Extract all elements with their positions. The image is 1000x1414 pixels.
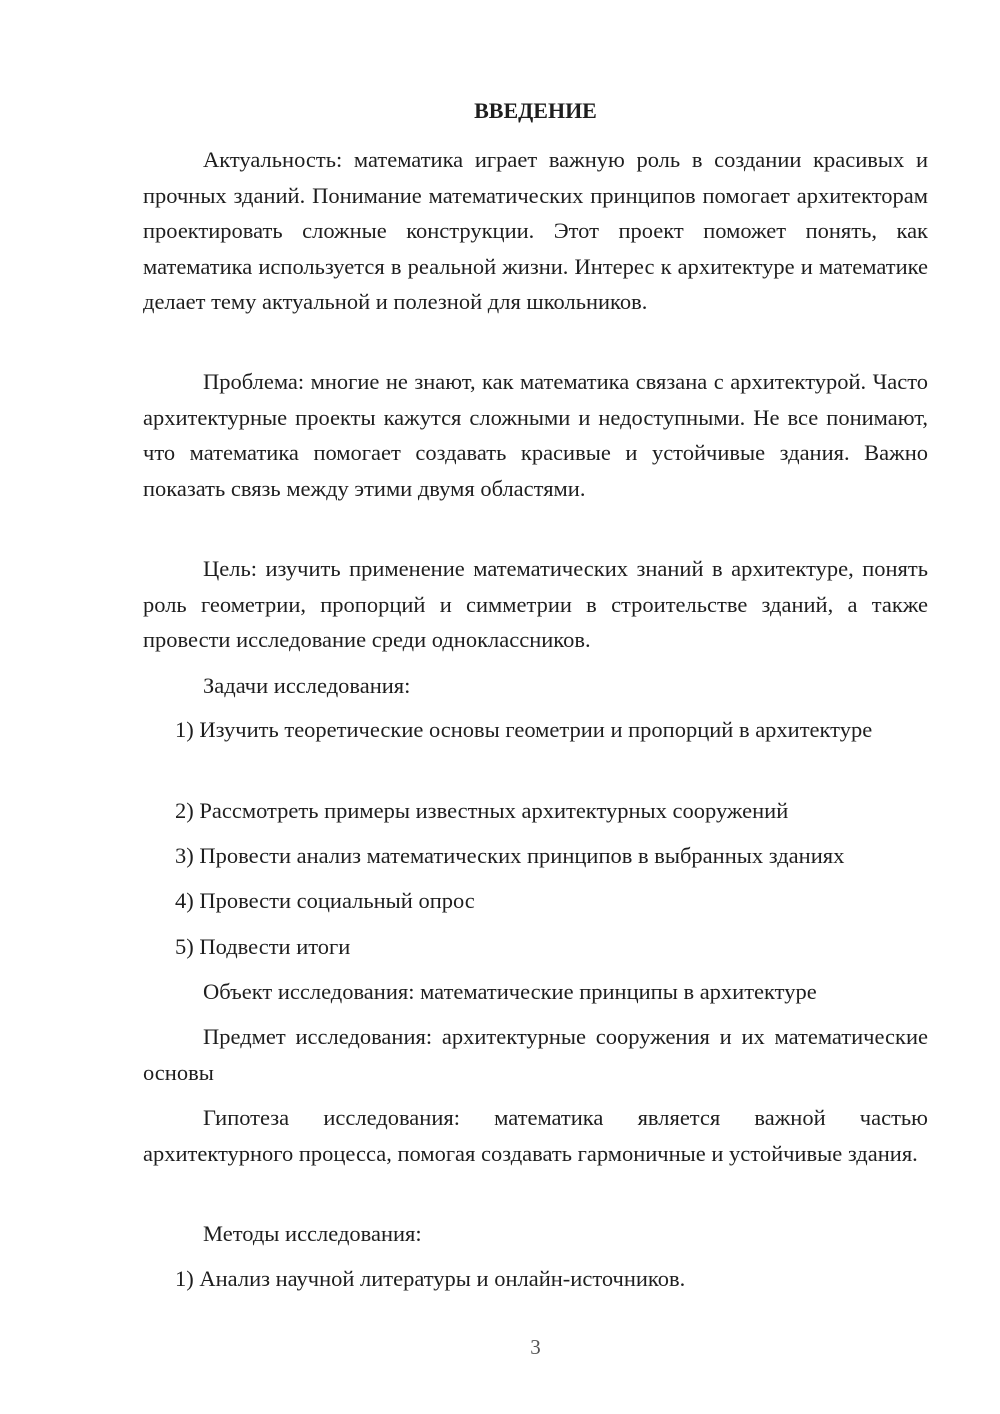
object-paragraph: Объект исследования: математические принципы в архитектуре xyxy=(203,979,817,1004)
document-page xyxy=(143,0,928,1414)
task-item-5: 5) Подвести итоги xyxy=(175,934,351,959)
page-number: 3 xyxy=(530,1335,541,1359)
task-item-2: 2) Рассмотреть примеры известных архитектурных сооружений xyxy=(175,798,789,823)
goal-paragraph: Цель: изучить применение математических знаний в архитектуре, понять роль геометрии, пропорций и симметрии в строительстве зданий, а также провести исследование среди одноклассников. xyxy=(143,556,928,652)
task-item-1: 1) Изучить теоретические основы геометрии и пропорций в архитектуре xyxy=(175,717,873,742)
methods-title: Методы исследования: xyxy=(203,1221,422,1246)
page-heading: ВВЕДЕНИЕ xyxy=(474,98,597,123)
problem-paragraph: Проблема: многие не знают, как математика связана с архитектурой. Часто архитектурные проекты кажутся сложными и недоступными. Не все понимают, что математика помогает создавать красивые и устойчивые здания. Важно показать связь между этими двумя областями. xyxy=(143,369,928,501)
method-item-1: 1) Анализ научной литературы и онлайн-источников. xyxy=(175,1266,686,1291)
task-item-3: 3) Провести анализ математических принципов в выбранных зданиях xyxy=(175,843,845,868)
relevance-paragraph: Актуальность: математика играет важную роль в создании красивых и прочных зданий. Понимание математических принципов помогает архитекторам проектировать сложные конструкции. Этот проект поможет понять, как математика используется в реальной жизни. Интерес к архитектуре и математике делает тему актуальной и полезной для школьников. xyxy=(143,147,928,314)
subject-paragraph: Предмет исследования: архитектурные сооружения и их математические основы xyxy=(143,1024,928,1085)
task-item-4: 4) Провести социальный опрос xyxy=(175,888,475,913)
tasks-title: Задачи исследования: xyxy=(203,673,411,698)
hypothesis-paragraph: Гипотеза исследования: математика является важной частью архитектурного процесса, помогая создавать гармоничные и устойчивые здания. xyxy=(143,1105,928,1166)
